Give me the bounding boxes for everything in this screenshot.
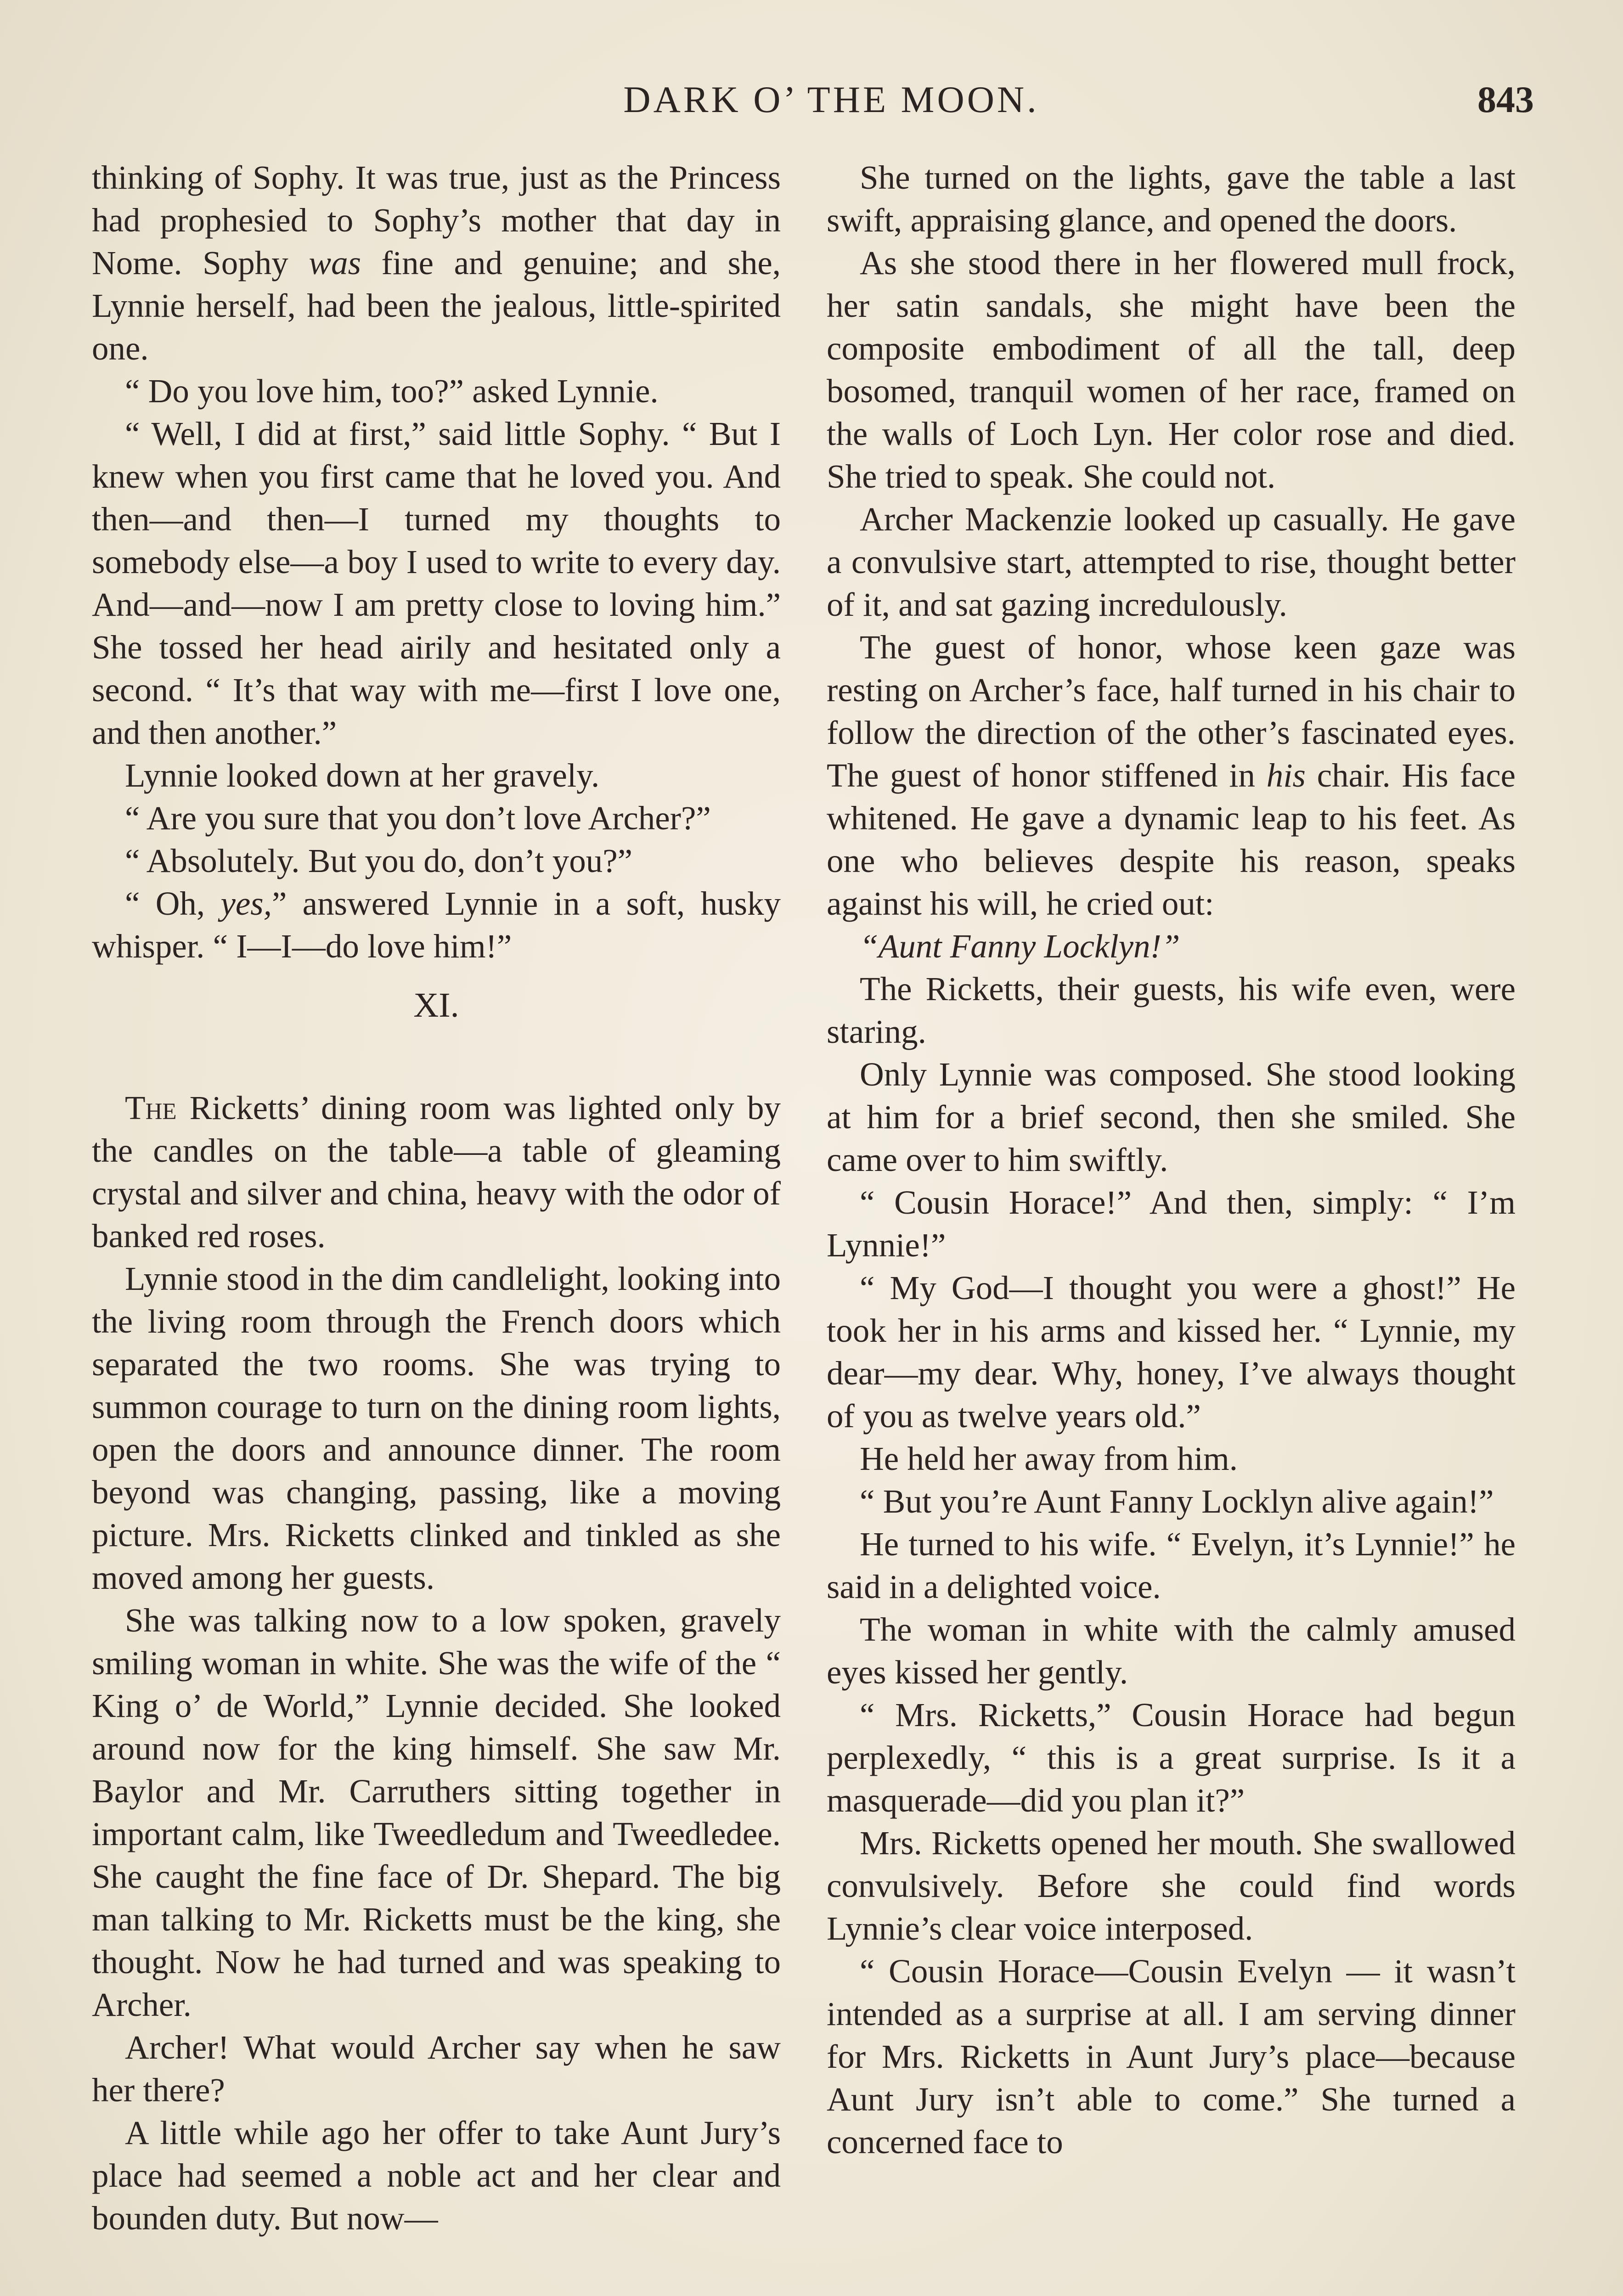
exclamation-line: “Aunt Fanny Locklyn!” <box>860 928 1180 965</box>
paragraph: He turned to his wife. “ Evelyn, it’s Lynnie!” he said in a delighted voice. <box>827 1525 1516 1605</box>
paragraph: As she stood there in her flowered mull frock, her satin sandals, she might have been the composite embodiment of all the tall, deep bosomed, tranquil women of her race, framed on the walls of Loch Lyn. Her color rose and died. She tried to speak. She could not. <box>827 244 1516 495</box>
paragraph: He held her away from him. <box>860 1440 1238 1477</box>
paragraph: The guest of honor, whose keen gaze was resting on Archer’s face, half turned in his chair to follow the direction of the other’s fascinated eyes. The guest of honor stiffened in his chair. His face whitened. He gave a dynamic leap to his feet. As one who believes despite his reason, speaks against his will, he cried out: <box>827 629 1516 922</box>
paragraph: Only Lynnie was composed. She stood looking at him for a brief second, then she smiled. She came over to him swiftly. <box>827 1056 1516 1178</box>
paragraph: “ My God—I thought you were a ghost!” He took her in his arms and kissed her. “ Lynnie, my dear—my dear. Why, honey, I’ve always thought of you as twelve years old.” <box>827 1269 1516 1435</box>
paragraph: The woman in white with the calmly amused eyes kissed her gently. <box>827 1611 1516 1691</box>
paragraph: She turned on the lights, gave the table a last swift, appraising glance, and opened the doors. <box>827 159 1516 239</box>
paragraph: “ Cousin Horace!” And then, simply: “ I’m Lynnie!” <box>827 1184 1516 1264</box>
section-heading: XI. <box>413 986 459 1024</box>
paragraph: “ Do you love him, too?” asked Lynnie. <box>125 372 659 410</box>
paragraph: “ Cousin Horace—Cousin Evelyn — it wasn’t intended as a surprise at all. I am serving dinner for Mrs. Ricketts in Aunt Jury’s place—because Aunt Jury isn’t able to come.” She turned a concerned face to <box>827 1953 1516 2161</box>
paragraph: “ Are you sure that you don’t love Archer?” <box>125 799 711 837</box>
paragraph: The Ricketts, their guests, his wife even, were staring. <box>827 970 1516 1050</box>
paragraph: Lynnie looked down at her gravely. <box>125 757 600 794</box>
paragraph: “ Well, I did at first,” said little Sophy. “ But I knew when you first came that he loved you. And then—and then—I turned my thoughts to somebody else—a boy I used to write to every day. And—and—now I am pretty close to loving him.” She tossed her head airily and hesitated only a second. “ It’s that way with me—first I love one, and then another.” <box>92 415 781 751</box>
paragraph: Archer! What would Archer say when he saw her there? <box>92 2029 781 2109</box>
paragraph: “ But you’re Aunt Fanny Locklyn alive again!” <box>860 1483 1494 1520</box>
paragraph: Archer Mackenzie looked up casually. He gave a convulsive start, attempted to rise, thought better of it, and sat gazing incredulously. <box>827 501 1516 623</box>
paragraph: Mrs. Ricketts opened her mouth. She swallowed convulsively. Before she could find words Lynnie’s clear voice interposed. <box>827 1824 1516 1947</box>
paragraph: “ Absolutely. But you do, don’t you?” <box>125 842 633 879</box>
paragraph: A little while ago her offer to take Aunt Jury’s place had seemed a noble act and her clear and bounden duty. But now— <box>92 2114 781 2237</box>
left-column <box>92 156 781 2240</box>
paragraph: She was talking now to a low spoken, gravely smiling woman in white. She was the wife of the “ King o’ de World,” Lynnie decided. She looked around now for the king himself. She saw Mr. Baylor and Mr. Carruthers sitting together in important calm, like Tweedledum and Tweedledee. She caught the fine face of Dr. Shepard. The big man talking to Mr. Ricketts must be the king, she thought. Now he had turned and was speaking to Archer. <box>92 1602 781 2023</box>
section-lead: The <box>125 1089 177 1126</box>
paragraph: “ Mrs. Ricketts,” Cousin Horace had begun perplexedly, “ this is a great surprise. Is it a masquerade—did you plan it?” <box>827 1696 1516 1819</box>
page-number: 843 <box>1477 79 1534 120</box>
paragraph: The Ricketts’ dining room was lighted only by the candles on the table—a table of gleaming crystal and silver and china, heavy with the odor of banked red roses. <box>92 1089 781 1255</box>
paragraph: Lynnie stood in the dim candlelight, looking into the living room through the French doors which separated the two rooms. She was trying to summon courage to turn on the dining room lights, open the doors and announce dinner. The room beyond was changing, passing, like a moving picture. Mrs. Ricketts clinked and tinkled as she moved among her guests. <box>92 1260 781 1596</box>
paragraph: “ Oh, yes,” answered Lynnie in a soft, husky whisper. “ I—I—do love him!” <box>92 885 781 965</box>
running-title: DARK O’ THE MOON. <box>623 79 1039 120</box>
paragraph: thinking of Sophy. It was true, just as the Princess had prophesied to Sophy’s mother that day in Nome. Sophy was fine and genuine; and she, Lynnie herself, had been the jealous, little-spirited one. <box>92 159 781 367</box>
right-column <box>827 156 1516 2163</box>
